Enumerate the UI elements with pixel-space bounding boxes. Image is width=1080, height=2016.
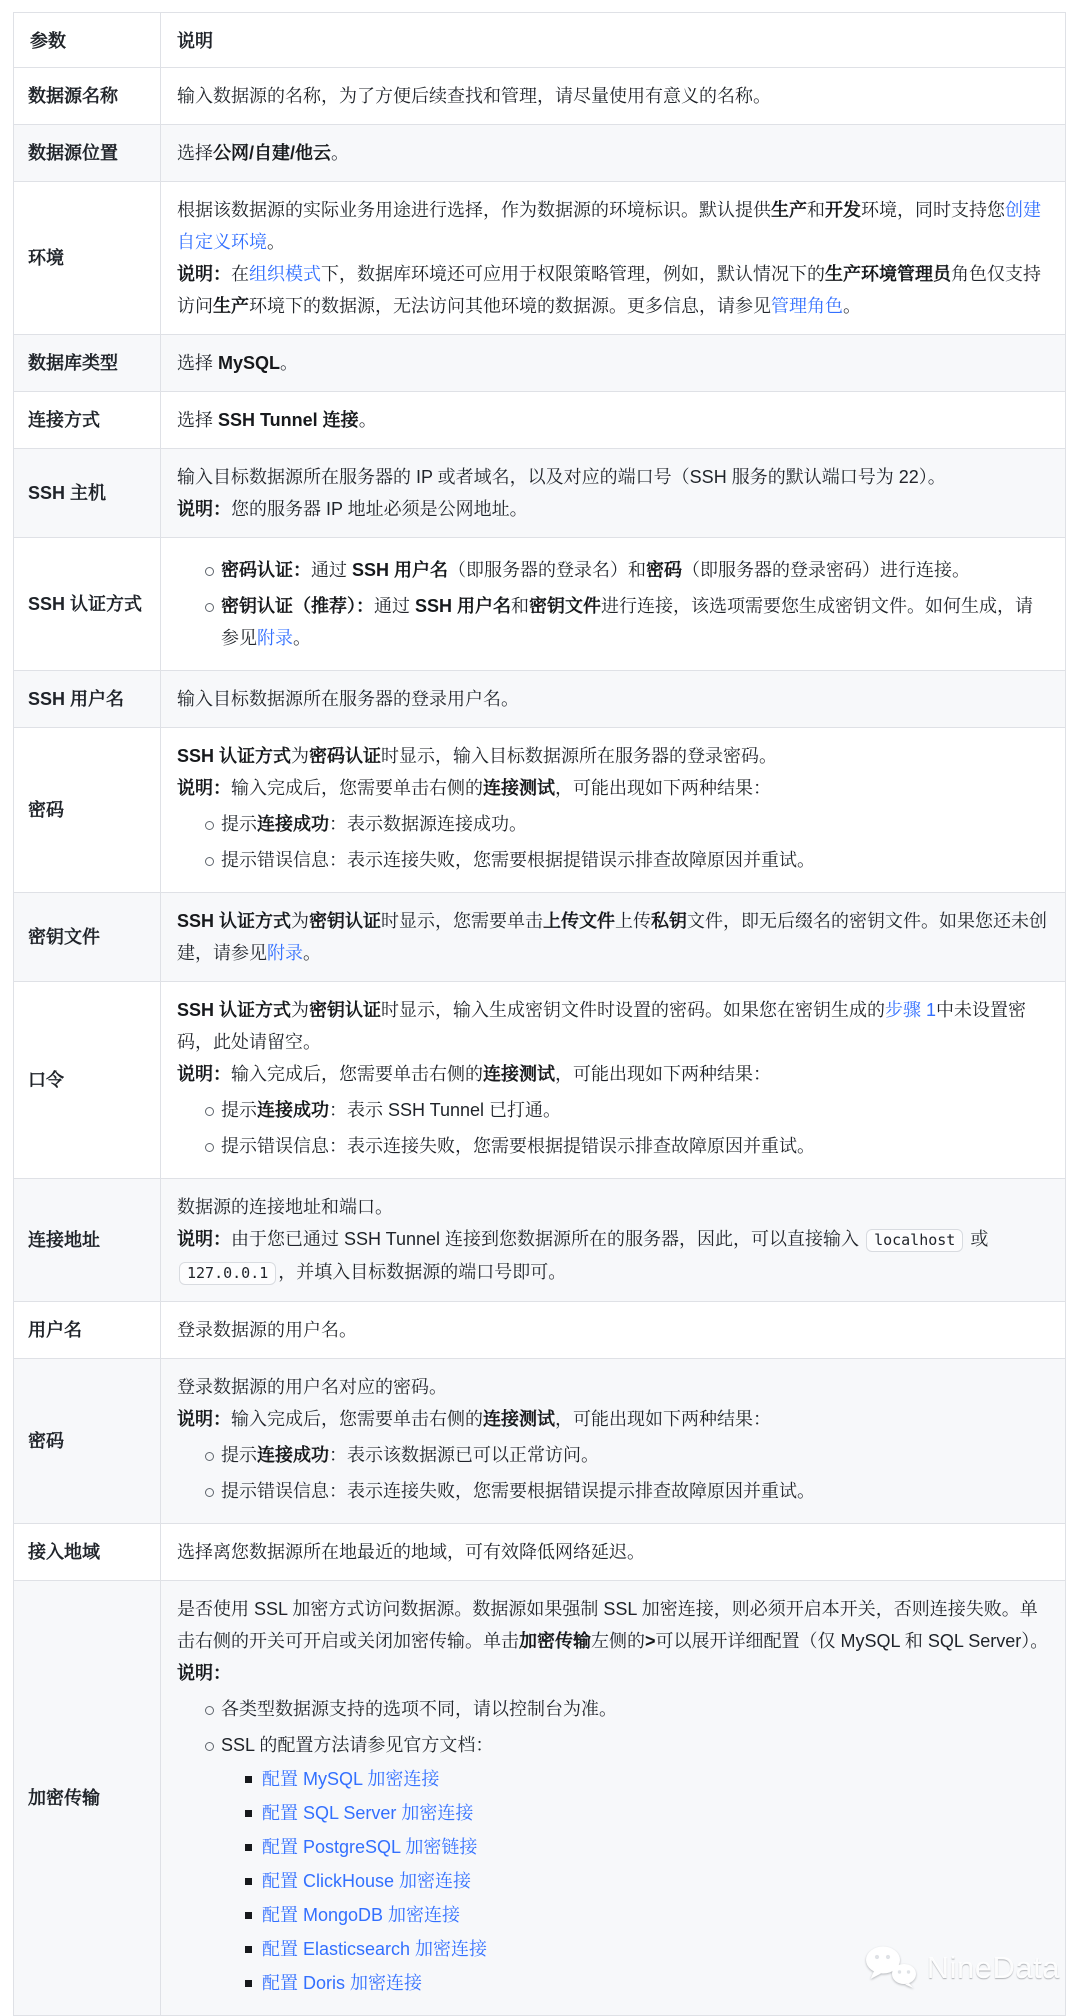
bold-text: > [645, 1631, 656, 1651]
bold-text: SSH 用户名 [352, 560, 449, 580]
text-segment: （即服务器的登录名）和 [448, 560, 647, 580]
bold-text: 连接测试 [483, 1064, 555, 1084]
text-segment: 。 [293, 628, 311, 648]
bold-text: 密码认证： [221, 560, 311, 580]
param-cell: 连接地址 [14, 1179, 161, 1302]
text-segment: 文件，即无后缀名的密钥文件。如果您还未创建，请参见 [177, 911, 1048, 963]
desc-cell [161, 1359, 1066, 1524]
bold-text: 说明： [177, 778, 231, 798]
description-paragraph [177, 1536, 1049, 1568]
bold-text: 连接成功 [257, 1445, 329, 1465]
text-segment: 提示错误信息：表示连接失败，您需要根据提错误示排查故障原因并重试。 [221, 850, 815, 870]
text-segment: 为 [291, 911, 310, 931]
bold-text: 说明： [177, 1663, 231, 1683]
text-segment: 是否使用 SSL 加密方式访问数据源。数据源如果强制 SSL 加密连接，则必须开启本开关，否则连接失败。单击右侧的开关可开启或关闭加密传输。单击 [177, 1599, 1038, 1651]
desc-cell [161, 893, 1066, 982]
doc-link[interactable]: 组织模式 [249, 264, 321, 284]
text-segment: 。 [331, 143, 350, 163]
link-item [245, 1967, 1049, 1999]
text-segment: 提示错误信息：表示连接失败，您需要根据提错误示排查故障原因并重试。 [221, 1136, 815, 1156]
table-row [14, 125, 1066, 182]
param-cell: 环境 [14, 182, 161, 335]
desc-cell [161, 182, 1066, 335]
text-segment: 选择 [177, 410, 219, 430]
description-paragraph [177, 137, 1049, 169]
text-segment: 进行连接，该选项需要您生成密钥文件。如何生成，请参见 [221, 596, 1034, 648]
text-segment: 各类型数据源支持的选项不同，请以控制台为准。 [221, 1699, 617, 1719]
description-paragraph [177, 461, 1049, 493]
desc-cell [161, 449, 1066, 538]
bold-text: 密钥文件 [529, 596, 602, 616]
param-cell: 数据源位置 [14, 125, 161, 182]
text-segment: 为 [291, 746, 310, 766]
text-segment: 和 [807, 200, 825, 220]
text-segment: 输入完成后，您需要单击右侧的 [231, 778, 483, 798]
param-cell: 口令 [14, 982, 161, 1179]
text-segment: 您的服务器 IP 地址必须是公网地址。 [231, 499, 528, 519]
desc-cell [161, 1179, 1066, 1302]
text-segment: 输入数据源的名称，为了方便后续查找和管理，请尽量使用有意义的名称。 [177, 86, 771, 106]
text-segment: 输入目标数据源所在服务器的 IP 或者域名，以及对应的端口号（SSH 服务的默认端口号为 22）。 [177, 467, 946, 487]
bold-text: 上传文件 [543, 911, 616, 931]
header-param: 参数 [14, 13, 161, 68]
description-paragraph [177, 905, 1049, 969]
text-segment: 时显示，您需要单击 [381, 911, 544, 931]
doc-link[interactable]: 配置 Doris 加密连接 [262, 1973, 423, 1993]
bold-text: 密钥认证 [309, 911, 382, 931]
text-segment: ，可能出现如下两种结果： [555, 1409, 771, 1429]
bold-text: 密码 [646, 560, 683, 580]
link-item [245, 1763, 1049, 1795]
bold-text: 生产 [771, 200, 807, 220]
bullet-item [203, 1729, 1049, 1999]
text-segment: ：表示 SSH Tunnel 已打通。 [329, 1100, 562, 1120]
bullet-list [177, 1094, 1049, 1162]
doc-table-wrap [13, 12, 1066, 2016]
param-cell: 加密传输 [14, 1581, 161, 2016]
text-segment: 时显示，输入目标数据源所在服务器的登录密码。 [381, 746, 778, 766]
table-row [14, 538, 1066, 671]
param-cell: 数据库类型 [14, 335, 161, 392]
text-segment: 在 [231, 264, 249, 284]
bold-text: 加密传输 [519, 1631, 591, 1651]
bullet-item [203, 1693, 1049, 1725]
table-row [14, 1581, 1066, 2016]
bold-text: 说明： [177, 1409, 231, 1429]
bullet-list [177, 808, 1049, 876]
bold-text: 公网/自建/他云 [213, 143, 332, 163]
doc-link[interactable]: 配置 MySQL 加密连接 [262, 1769, 440, 1789]
bold-text: SSH Tunnel 连接 [218, 410, 359, 430]
text-segment: 环境，同时支持您 [861, 200, 1005, 220]
doc-link[interactable]: 配置 SQL Server 加密连接 [262, 1803, 474, 1823]
text-segment: 。 [843, 296, 861, 316]
doc-link[interactable]: 管理角色 [771, 296, 843, 316]
table-row [14, 182, 1066, 335]
desc-cell [161, 728, 1066, 893]
description-paragraph [177, 1058, 1049, 1090]
header-row [14, 13, 1066, 68]
param-cell: 用户名 [14, 1302, 161, 1359]
text-segment: 选择离您数据源所在地最近的地域，可有效降低网络延迟。 [177, 1542, 645, 1562]
param-cell: SSH 用户名 [14, 671, 161, 728]
text-segment: 登录数据源的用户名对应的密码。 [177, 1377, 447, 1397]
bold-text: SSH 认证方式 [177, 911, 292, 931]
text-segment: ，可能出现如下两种结果： [555, 1064, 771, 1084]
table-row [14, 982, 1066, 1179]
bold-text: 说明： [177, 264, 231, 284]
link-item [245, 1831, 1049, 1863]
description-paragraph [177, 683, 1049, 715]
param-table-body [14, 68, 1066, 2016]
description-paragraph [177, 80, 1049, 112]
text-segment: 环境下的数据源，无法访问其他环境的数据源。更多信息，请参见 [249, 296, 771, 316]
bold-text: 连接成功 [257, 814, 329, 834]
text-segment: 提示 [221, 1100, 257, 1120]
table-row [14, 449, 1066, 538]
text-segment: 提示错误信息：表示连接失败，您需要根据错误提示排查故障原因并重试。 [221, 1481, 815, 1501]
bullet-item [203, 1130, 1049, 1162]
link-item [245, 1865, 1049, 1897]
text-segment: 或 [965, 1229, 989, 1249]
text-segment: 。 [267, 232, 285, 252]
bold-text: 密码认证 [309, 746, 382, 766]
bold-text: 连接成功 [257, 1100, 329, 1120]
doc-link[interactable]: 配置 Elasticsearch 加密连接 [262, 1939, 488, 1959]
description-paragraph [177, 1657, 1049, 1689]
text-segment: 和 [511, 596, 530, 616]
text-segment: 可以展开详细配置（仅 MySQL 和 SQL Server）。 [655, 1631, 1049, 1651]
doc-link[interactable]: 配置 MongoDB 加密连接 [262, 1905, 461, 1925]
text-segment: 数据源的连接地址和端口。 [177, 1197, 393, 1217]
bullet-list [177, 1439, 1049, 1507]
param-cell: 连接方式 [14, 392, 161, 449]
text-segment: 角色仅支持访问 [177, 264, 1041, 316]
param-cell: 数据源名称 [14, 68, 161, 125]
text-segment: 中未设置密码，此处请留空。 [177, 1000, 1027, 1052]
bold-text: SSH 认证方式 [177, 1000, 292, 1020]
doc-link[interactable]: 创建自定义环境 [177, 200, 1041, 252]
text-segment: 由于您已通过 SSH Tunnel 连接到您数据源所在的服务器，因此，可以直接输入 [231, 1229, 865, 1249]
text-segment: 选择 [177, 353, 219, 373]
doc-link[interactable]: 配置 PostgreSQL 加密链接 [262, 1837, 478, 1857]
desc-cell [161, 538, 1066, 671]
link-item [245, 1797, 1049, 1829]
param-cell: 密码 [14, 1359, 161, 1524]
text-segment: 为 [291, 1000, 310, 1020]
link-list [221, 1763, 1049, 1999]
bold-text: 连接测试 [483, 1409, 555, 1429]
watermark-text: NineData [926, 1950, 1060, 1985]
link-item [245, 1933, 1049, 1965]
text-segment: 登录数据源的用户名。 [177, 1320, 357, 1340]
description-paragraph [177, 994, 1049, 1058]
desc-cell [161, 1524, 1066, 1581]
text-segment: 根据该数据源的实际业务用途进行选择，作为数据源的环境标识。默认提供 [177, 200, 771, 220]
bold-text: 密钥认证（推荐）： [221, 596, 374, 616]
text-segment: 时显示，输入生成密钥文件时设置的密码。如果您在密钥生成的 [381, 1000, 886, 1020]
bold-text: 说明： [177, 499, 231, 519]
header-desc: 说明 [161, 13, 1066, 68]
bullet-item [203, 590, 1049, 654]
bold-text: SSH 认证方式 [177, 746, 292, 766]
link-item [245, 1899, 1049, 1931]
bold-text: 生产环境管理员 [825, 264, 951, 284]
desc-cell [161, 1581, 1066, 2016]
param-cell: SSH 主机 [14, 449, 161, 538]
desc-cell [161, 392, 1066, 449]
code-span: localhost [866, 1229, 963, 1252]
description-paragraph [177, 404, 1049, 436]
text-segment: ，并填入目标数据源的端口号即可。 [278, 1262, 567, 1282]
table-header [14, 13, 1066, 68]
description-paragraph [177, 772, 1049, 804]
table-row [14, 893, 1066, 982]
text-segment: 提示 [221, 814, 257, 834]
bullet-item [203, 844, 1049, 876]
text-segment: SSL 的配置方法请参见官方文档： [221, 1735, 494, 1755]
text-segment: 输入目标数据源所在服务器的登录用户名。 [177, 689, 519, 709]
bullet-list [177, 1693, 1049, 1999]
text-segment: 。 [280, 353, 299, 373]
description-paragraph [177, 1191, 1049, 1223]
bullet-item [203, 808, 1049, 840]
table-row [14, 392, 1066, 449]
desc-cell [161, 125, 1066, 182]
text-segment: 下，数据库环境还可应用于权限策略管理，例如，默认情况下的 [321, 264, 825, 284]
bold-text: 开发 [825, 200, 861, 220]
text-segment: ：表示该数据源已可以正常访问。 [329, 1445, 599, 1465]
text-segment: 提示 [221, 1445, 257, 1465]
doc-link[interactable]: 附录 [257, 628, 293, 648]
text-segment: 左侧的 [591, 1631, 645, 1651]
bold-text: 说明： [177, 1064, 231, 1084]
bold-text: 生产 [213, 296, 249, 316]
bold-text: 私钥 [651, 911, 688, 931]
description-paragraph [177, 1314, 1049, 1346]
parameter-table [13, 12, 1066, 2016]
text-segment: 输入完成后，您需要单击右侧的 [231, 1409, 483, 1429]
doc-link[interactable]: 步骤 1 [885, 1000, 937, 1020]
bullet-list [177, 554, 1049, 654]
bullet-item [203, 1094, 1049, 1126]
bullet-item [203, 1439, 1049, 1471]
table-row [14, 1179, 1066, 1302]
text-segment: ：表示数据源连接成功。 [329, 814, 527, 834]
param-cell: 接入地域 [14, 1524, 161, 1581]
description-paragraph [177, 347, 1049, 379]
code-span: 127.0.0.1 [179, 1262, 276, 1285]
bold-text: SSH 用户名 [415, 596, 512, 616]
bold-text: 说明： [177, 1229, 231, 1249]
text-segment: 。 [303, 943, 321, 963]
text-segment: 选择 [177, 143, 213, 163]
doc-link[interactable]: 附录 [267, 943, 303, 963]
desc-cell [161, 68, 1066, 125]
table-row [14, 1302, 1066, 1359]
doc-link[interactable]: 配置 ClickHouse 加密连接 [262, 1871, 472, 1891]
text-segment: 通过 [311, 560, 353, 580]
text-segment: 通过 [374, 596, 416, 616]
desc-cell [161, 671, 1066, 728]
text-segment: （即服务器的登录密码）进行连接。 [682, 560, 971, 580]
bold-text: 密钥认证 [309, 1000, 382, 1020]
table-row [14, 671, 1066, 728]
text-segment: ，可能出现如下两种结果： [555, 778, 771, 798]
table-row [14, 728, 1066, 893]
param-cell: SSH 认证方式 [14, 538, 161, 671]
description-paragraph [177, 1593, 1049, 1657]
description-paragraph [177, 740, 1049, 772]
bullet-item [203, 554, 1049, 586]
desc-cell [161, 1302, 1066, 1359]
description-paragraph [177, 194, 1049, 258]
param-cell: 密码 [14, 728, 161, 893]
description-paragraph [177, 258, 1049, 322]
table-row [14, 1524, 1066, 1581]
text-segment: 。 [358, 410, 377, 430]
desc-cell [161, 335, 1066, 392]
table-row [14, 1359, 1066, 1524]
description-paragraph [177, 1371, 1049, 1403]
text-segment: 上传 [615, 911, 652, 931]
bold-text: MySQL [218, 353, 281, 373]
desc-cell [161, 982, 1066, 1179]
description-paragraph [177, 1223, 1049, 1289]
table-row [14, 68, 1066, 125]
text-segment: 输入完成后，您需要单击右侧的 [231, 1064, 483, 1084]
bullet-item [203, 1475, 1049, 1507]
description-paragraph [177, 1403, 1049, 1435]
description-paragraph [177, 493, 1049, 525]
param-cell: 密钥文件 [14, 893, 161, 982]
table-row [14, 335, 1066, 392]
bold-text: 连接测试 [483, 778, 555, 798]
